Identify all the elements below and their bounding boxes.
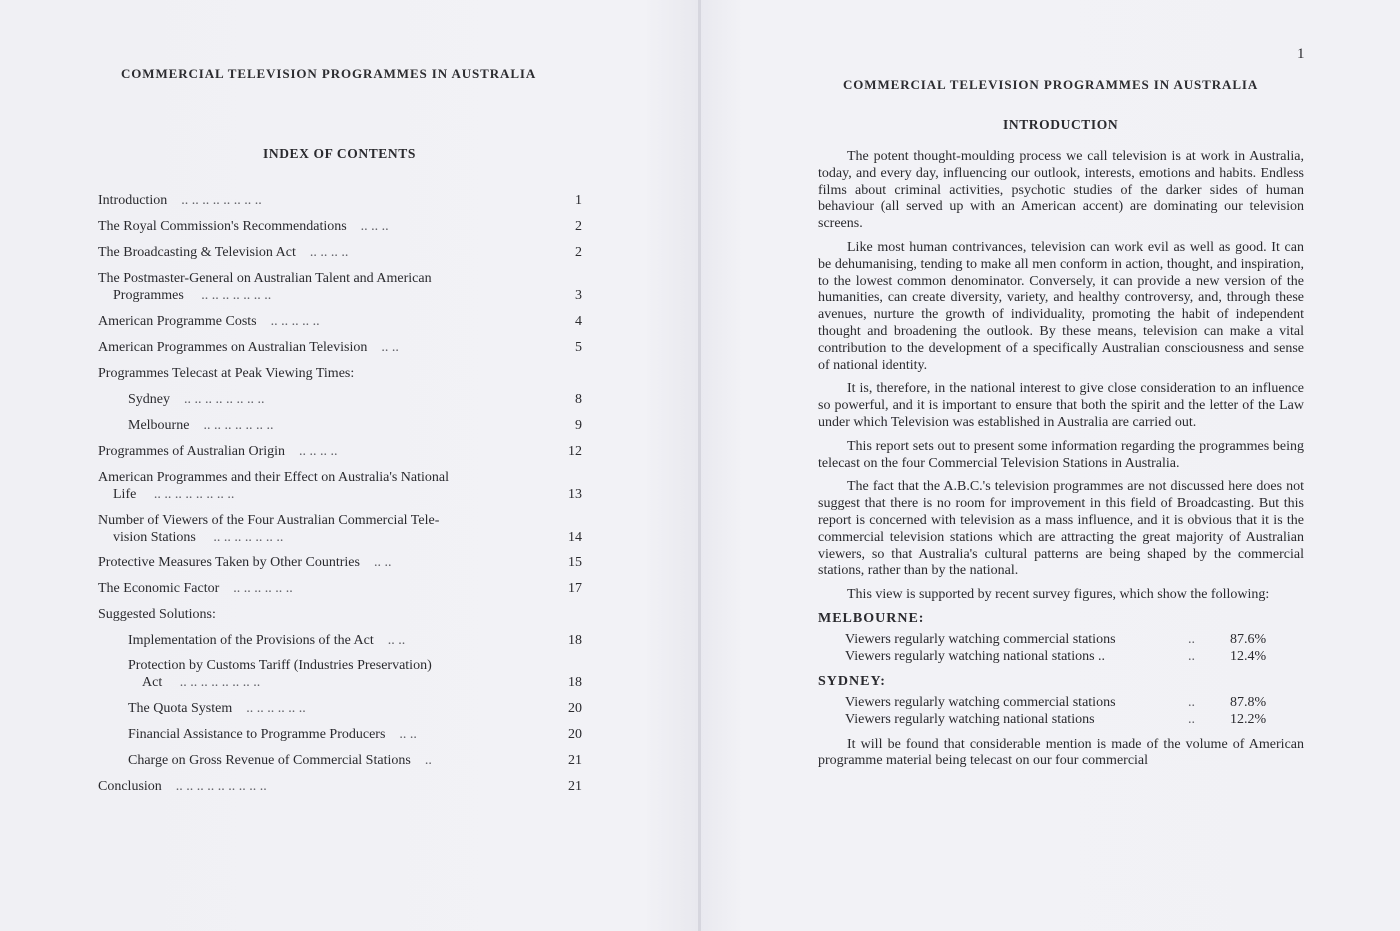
toc-entry-text: Conclusion — [98, 779, 162, 794]
toc-entry — [98, 192, 588, 209]
toc-page-number: 18 — [568, 633, 582, 648]
stat-label: Viewers regularly watching commercial stations — [845, 631, 1116, 647]
toc-leader-dots: .. .. — [373, 555, 392, 570]
toc-entry-title — [98, 632, 520, 649]
toc-leader-dots: .. .. .. .. .. .. — [233, 581, 293, 596]
running-head: COMMERCIAL TELEVISION PROGRAMMES IN AUSTRALIA — [121, 66, 537, 81]
toc-entry-text: Programmes of Australian Origin — [98, 444, 286, 459]
toc-leader-dots: .. — [424, 753, 432, 768]
toc-entry-text: American Programmes and their Effect on Australia's National — [98, 470, 449, 485]
running-head: COMMERCIAL TELEVISION PROGRAMMES IN AUSTRALIA — [843, 77, 1259, 92]
introduction-body — [818, 149, 1304, 777]
toc-leader-dots: .. .. .. .. .. .. .. .. .. — [175, 779, 267, 794]
toc-entry — [98, 554, 588, 571]
toc-entry-continuation — [128, 674, 520, 691]
toc-entry-text: Protection by Customs Tariff (Industries Preservation) — [128, 658, 432, 673]
toc-entry — [98, 270, 588, 304]
toc-entry-title — [98, 244, 520, 261]
toc-entry — [98, 391, 588, 408]
stat-leader: .. — [1188, 694, 1195, 710]
toc-entry-title — [98, 778, 520, 795]
toc-entry-text: Financial Assistance to Programme Producers — [128, 727, 386, 742]
stat-leader: .. — [1188, 711, 1195, 727]
stat-label: Viewers regularly watching commercial stations — [845, 694, 1116, 710]
toc-entry — [98, 778, 588, 795]
toc-page-number: 12 — [568, 444, 582, 459]
toc-entry-title — [98, 606, 520, 623]
toc-entry-title — [98, 339, 520, 356]
toc-entry — [98, 657, 588, 691]
left-page — [0, 0, 699, 931]
melbourne-label: MELBOURNE: — [818, 610, 925, 626]
toc-entry — [98, 244, 588, 261]
toc-page-number: 21 — [568, 779, 582, 794]
toc-entry-title — [98, 192, 520, 209]
stat-label: Viewers regularly watching national stations .. — [845, 648, 1106, 664]
toc-entry — [98, 443, 588, 460]
stat-row — [818, 695, 1304, 712]
toc-page-number: 13 — [568, 487, 582, 502]
toc-entry-title — [98, 726, 520, 743]
stat-label: Viewers regularly watching national stations — [845, 711, 1095, 727]
stat-value: 12.4% — [1230, 648, 1267, 664]
toc-leader-dots: .. .. .. .. .. .. .. .. — [153, 487, 235, 502]
toc-entry-text: The Economic Factor — [98, 581, 220, 596]
toc-entry — [98, 512, 588, 546]
toc-entry-text: vision Stations — [113, 530, 196, 545]
toc-entry-title — [98, 580, 520, 597]
toc-entry-title — [98, 218, 520, 235]
toc-leader-dots: .. .. .. .. .. .. .. .. — [181, 193, 262, 208]
stat-leader: .. — [1188, 631, 1195, 647]
toc-entry — [98, 218, 588, 235]
toc-entry-title — [98, 554, 520, 571]
paragraph: This report sets out to present some information regarding the programmes being telecast on the four Commercial Television Stations in Australia. — [818, 438, 1304, 471]
toc-leader-dots: .. .. .. .. .. .. .. — [201, 288, 272, 303]
toc-entry-text: Act — [142, 675, 163, 690]
toc-page-number: 9 — [575, 418, 582, 433]
toc-entry-text: Melbourne — [128, 418, 190, 433]
melbourne-stats — [818, 632, 1304, 666]
toc-page-number: 4 — [575, 314, 582, 329]
toc-entry-title — [98, 417, 520, 434]
toc-entry-title — [98, 391, 520, 408]
toc-entry-text: Programmes — [113, 288, 184, 303]
toc-entry-text: Implementation of the Provisions of the Act — [128, 633, 374, 648]
toc-page-number: 18 — [568, 675, 582, 690]
contents-heading: INDEX OF CONTENTS — [263, 146, 416, 161]
toc-page-number: 20 — [568, 701, 582, 716]
toc-entry-title — [98, 752, 520, 769]
toc-page-number: 20 — [568, 727, 582, 742]
toc-leader-dots: .. .. — [399, 727, 417, 742]
toc-page-number: 2 — [575, 219, 582, 234]
paragraph: The potent thought-moulding process we call television is at work in Australia, today, and every day, influencing our outlook, interests, emotions and habits. Endless films about criminal activities, psychotic studies of the darker sides of human behaviour (all served up with an American accent) are dominating our television screens. — [818, 149, 1304, 232]
toc-entry-continuation — [98, 529, 520, 546]
toc-entry-title — [98, 512, 520, 546]
stat-row — [818, 649, 1304, 666]
toc-leader-dots: .. .. — [387, 633, 406, 648]
stat-value: 12.2% — [1230, 711, 1267, 727]
toc-entry-title — [98, 469, 520, 503]
toc-entry-text: Number of Viewers of the Four Australian Commercial Tele- — [98, 513, 440, 528]
toc-entry-text: American Programmes on Australian Television — [98, 340, 368, 355]
toc-leader-dots: .. .. .. .. .. .. — [246, 701, 306, 716]
toc-entry — [98, 580, 588, 597]
stat-leader: .. — [1188, 648, 1195, 664]
toc-page-number: 15 — [568, 555, 582, 570]
toc-entry — [98, 469, 588, 503]
toc-entry — [98, 700, 588, 717]
toc-entry-text: Protective Measures Taken by Other Countries — [98, 555, 360, 570]
toc-entry-continuation — [98, 486, 520, 503]
toc-entry — [98, 752, 588, 769]
toc-entry-continuation — [98, 287, 520, 304]
toc-entry-title — [98, 443, 520, 460]
toc-page-number: 5 — [575, 340, 582, 355]
toc-entry-title — [98, 313, 520, 330]
toc-leader-dots: .. .. .. .. — [299, 444, 338, 459]
paragraph: It will be found that considerable mention is made of the volume of American programme material being telecast on our four commercial — [818, 736, 1304, 769]
toc-page-number: 14 — [568, 530, 582, 545]
toc-page-number: 8 — [575, 392, 582, 407]
toc-leader-dots: .. .. .. .. .. .. .. — [213, 530, 284, 545]
toc-leader-dots: .. .. .. — [360, 219, 389, 234]
toc-entry-title — [98, 657, 520, 691]
toc-entry-text: The Quota System — [128, 701, 233, 716]
toc-entry-title — [98, 270, 520, 304]
toc-leader-dots: .. .. .. .. .. .. .. — [203, 418, 274, 433]
toc-entry-title — [98, 700, 520, 717]
toc-entry-text: Sydney — [128, 392, 170, 407]
toc-page-number: 21 — [568, 753, 582, 768]
toc-page-number: 2 — [575, 245, 582, 260]
sydney-label: SYDNEY: — [818, 673, 886, 689]
toc-page-number: 1 — [575, 193, 582, 208]
toc-entry-text: Life — [113, 487, 137, 502]
toc-entry-text: The Postmaster-General on Australian Talent and American — [98, 271, 432, 286]
introduction-heading: INTRODUCTION — [1003, 117, 1119, 132]
toc-entry-text: Programmes Telecast at Peak Viewing Times: — [98, 366, 355, 381]
toc-leader-dots: .. .. .. .. — [309, 245, 349, 260]
toc-leader-dots: .. .. .. .. .. .. .. .. — [179, 675, 261, 690]
toc-leader-dots: .. .. — [381, 340, 399, 355]
toc-entry — [98, 313, 588, 330]
toc-entry-text: The Royal Commission's Recommendations — [98, 219, 347, 234]
stat-value: 87.8% — [1230, 694, 1267, 710]
page-number: 1 — [1297, 46, 1305, 62]
toc-entry-title — [98, 365, 520, 382]
toc-entry-text: The Broadcasting & Television Act — [98, 245, 296, 260]
toc-entry — [98, 417, 588, 434]
paragraph: It is, therefore, in the national interest to give close consideration to an influence so powerful, and it is important to ensure that both the spirit and the letter of the Law under which Television was established in Australia are carried out. — [818, 381, 1304, 430]
toc-leader-dots: .. .. .. .. .. .. .. .. — [184, 392, 265, 407]
toc-entry-text: Suggested Solutions: — [98, 607, 216, 622]
toc-page-number: 17 — [568, 581, 582, 596]
stat-row — [818, 712, 1304, 729]
paragraph: This view is supported by recent survey figures, which show the following: — [847, 587, 1270, 603]
paragraph: Like most human contrivances, television can work evil as well as good. It can be dehumanising, tending to make all men conform in action, thought, and inspiration, to the lowest common denominator. Conversely, it can provide a new version of the humanities, can create diversity, variety, and healthy controversy, and, through these avenues, nurture the growth of individuality, promoting the habit of independent thought and broadening the outlook. By these means, television can make a vital contribution to the development of a specifically Australian consciousness and sense of national identity. — [818, 239, 1304, 373]
toc-entry-text: Charge on Gross Revenue of Commercial Stations — [128, 753, 411, 768]
toc-entry — [98, 339, 588, 356]
toc-entry-text: American Programme Costs — [98, 314, 257, 329]
right-page — [701, 0, 1400, 931]
toc-page-number: 3 — [575, 288, 582, 303]
toc-entry — [98, 632, 588, 649]
sydney-stats — [818, 695, 1304, 729]
toc-entry — [98, 726, 588, 743]
paragraph: The fact that the A.B.C.'s television programmes are not discussed here does not suggest that there is no room for improvement in this field of Broadcasting. But this report is concerned with television as a mass influence, and it is obvious that it is the commercial television stations which are attracting the great majority of Australian viewers, so that Australia's cultural patterns are being shaped by the commercial stations, rather than by the national. — [818, 479, 1304, 579]
toc-leader-dots: .. .. .. .. .. — [270, 314, 320, 329]
toc-entry — [98, 606, 588, 623]
stat-value: 87.6% — [1230, 631, 1267, 647]
toc-entry-text: Introduction — [98, 193, 168, 208]
stat-row — [818, 632, 1304, 649]
toc-entry — [98, 365, 588, 382]
